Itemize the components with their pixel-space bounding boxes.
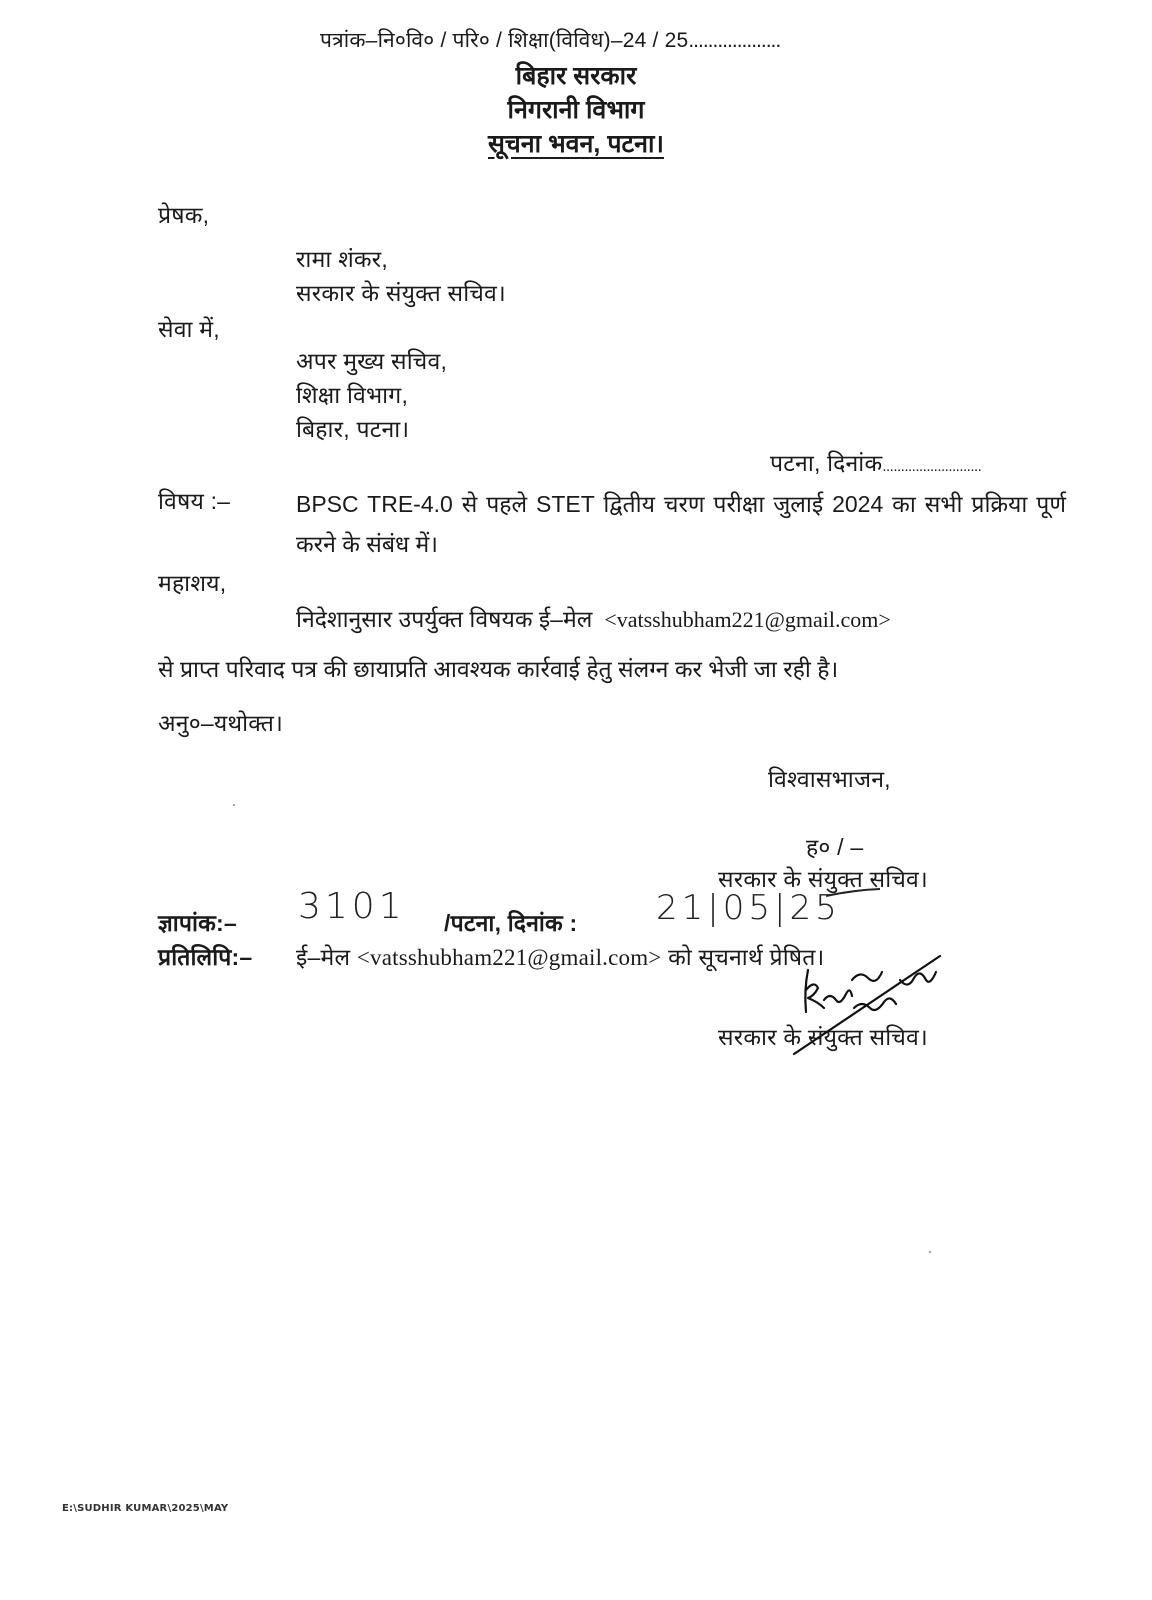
copy-prefix: ई–मेल: [296, 944, 351, 970]
body-paragraph-start: [296, 602, 1066, 634]
salutation: महाशय,: [158, 570, 227, 596]
scan-speck: [929, 1251, 931, 1253]
reference-dots: ...................: [688, 29, 781, 52]
memo-label: ज्ञापांक:–: [158, 910, 237, 936]
department-title: निगरानी विभाग: [507, 96, 645, 124]
handwritten-dash-mark: [824, 886, 884, 900]
reference-number-text: पत्रांक–नि०वि० / परि० / शिक्षा(विविध)–24 / 25: [320, 29, 689, 52]
copy-email: <vatsshubham221@gmail.com>: [356, 945, 662, 970]
date-line-text: पटना, दिनांक: [770, 450, 883, 476]
body-paragraph-continued: से प्राप्त परिवाद पत्र की छायाप्रति आवश्यक कार्रवाई हेतु संलग्न कर भेजी जा रही है।: [158, 656, 839, 682]
subject-text: BPSC TRE-4.0 से पहले STET द्वितीय चरण परीक्षा जुलाई 2024 का सभी प्रक्रिया पूर्ण करने के संबंध में।: [296, 491, 1066, 557]
memo-place-date-label: /पटना, दिनांक :: [444, 910, 578, 936]
office-address-text: सूचना भवन, पटना।: [488, 130, 664, 158]
sender-name: रामा शंकर,: [296, 246, 388, 272]
recipient-line-1: अपर मुख्य सचिव,: [296, 348, 448, 374]
recipient-line-2: शिक्षा विभाग,: [296, 382, 409, 408]
recipient-label: सेवा में,: [158, 316, 220, 342]
signed-mark: ह० / –: [806, 834, 864, 860]
memo-date-handwritten: 21|05|25: [656, 888, 841, 928]
date-line: [770, 446, 981, 478]
scan-speck: [233, 804, 235, 806]
sender-label: प्रेषक,: [158, 202, 210, 228]
copy-suffix: को सूचनार्थ प्रेषित।: [668, 944, 825, 970]
closing-designation: सरकार के संयुक्त सचिव।: [718, 866, 928, 892]
reference-number: [320, 26, 780, 54]
memo-number-handwritten: 3101: [298, 886, 406, 927]
copy-line: [296, 940, 824, 972]
complainant-email: <vatsshubham221@gmail.com>: [604, 607, 891, 632]
copy-label: प्रतिलिपि:–: [158, 944, 253, 970]
subject-label: विषय :–: [158, 488, 231, 514]
recipient-line-3: बिहार, पटना।: [296, 416, 410, 442]
sender-designation: सरकार के संयुक्त सचिव।: [296, 280, 506, 306]
date-line-dots: ...........................: [882, 458, 982, 475]
copy-designation: सरकार के संयुक्त सचिव।: [718, 1024, 928, 1050]
enclosure-note: अनु०–यथोक्त।: [158, 710, 284, 736]
office-address: [0, 126, 1152, 160]
file-path-footer: E:\SUDHIR KUMAR\2025\MAY: [62, 1503, 229, 1514]
government-title: बिहार सरकार: [515, 62, 637, 90]
valediction: विश्वासभाजन,: [768, 766, 891, 792]
body-paragraph-text: निदेशानुसार उपर्युक्त विषयक ई–मेल: [296, 606, 593, 632]
